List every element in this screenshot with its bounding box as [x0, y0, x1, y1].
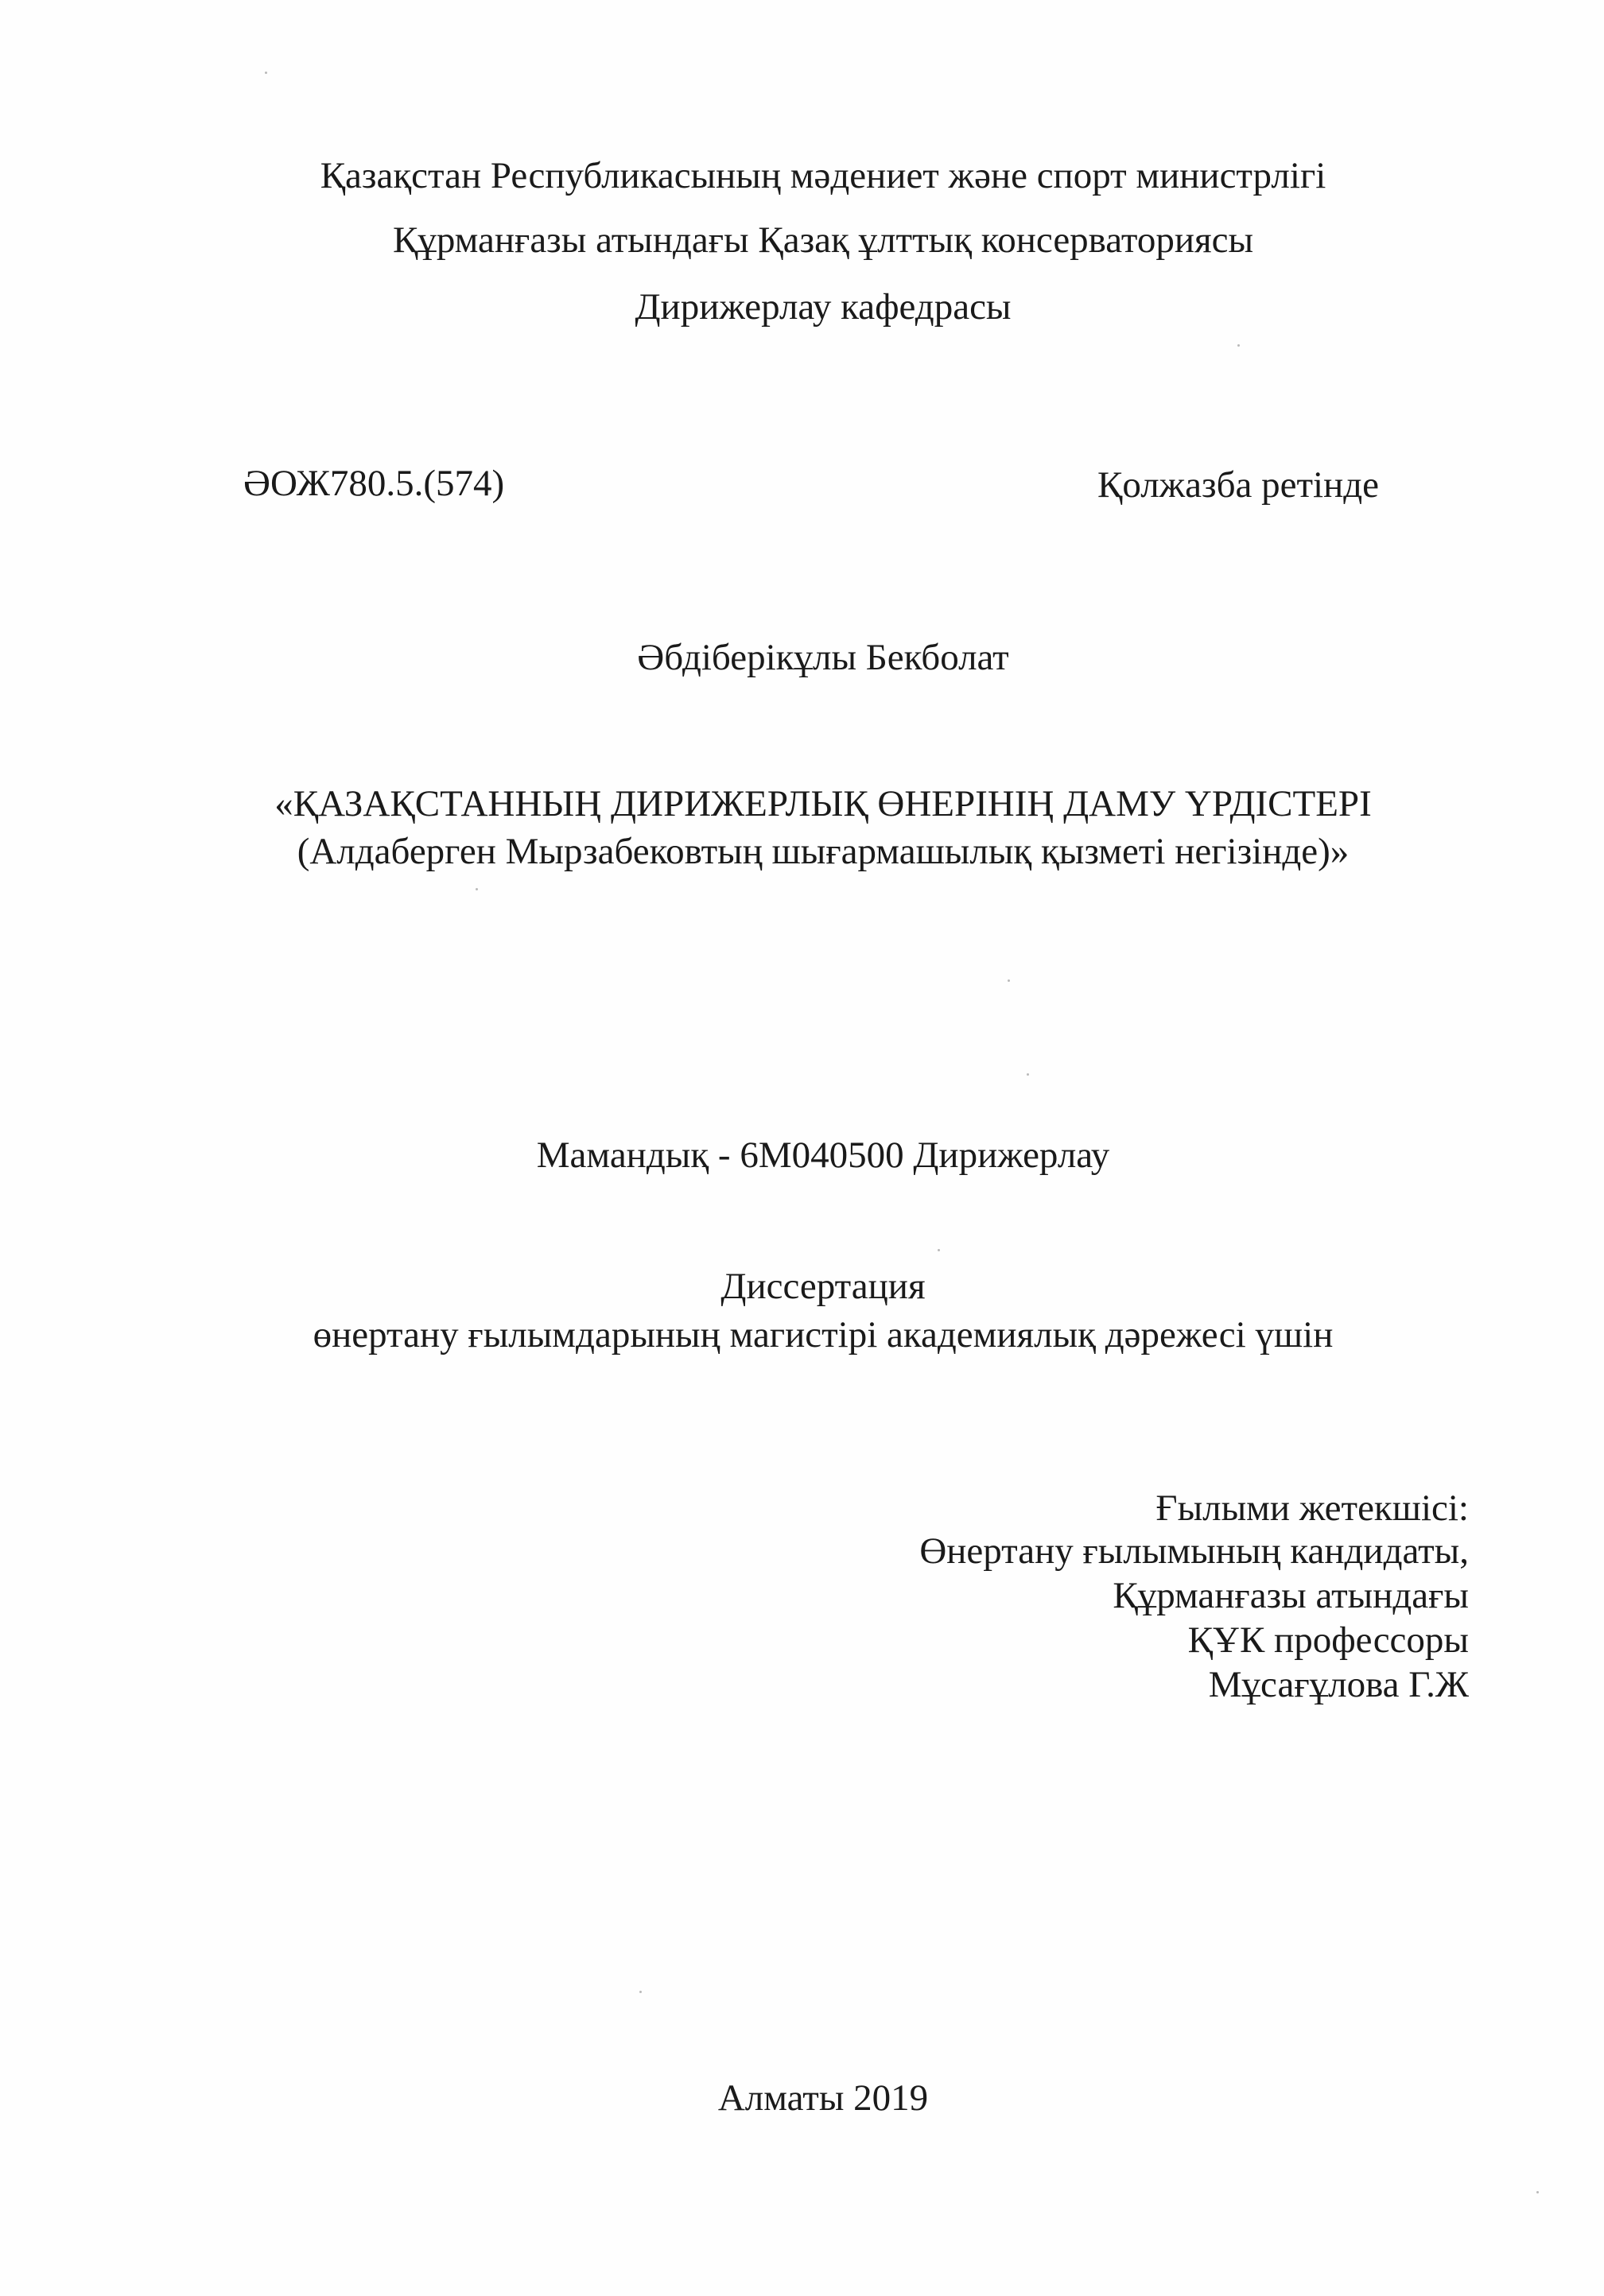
supervisor-name: Мұсағұлова Г.Ж — [1208, 1664, 1469, 1705]
ministry-heading: Қазақстан Республикасының мәдениет және спорт министрлігі — [320, 155, 1326, 196]
author-name: Әбдіберікұлы Бекболат — [637, 637, 1009, 678]
scan-speck — [1027, 1073, 1029, 1076]
specialty: Мамандық - 6М040500 Дирижерлау — [536, 1134, 1110, 1176]
scan-speck — [938, 1249, 940, 1251]
city-year: Алматы 2019 — [717, 2077, 929, 2119]
udc-code: ӘОЖ780.5.(574) — [243, 463, 505, 504]
scan-speck — [1237, 344, 1240, 347]
supervisor-degree: Өнертану ғылымының кандидаты, — [919, 1530, 1469, 1572]
supervisor-institution: Құрманғазы атындағы — [1113, 1575, 1469, 1616]
degree-description: өнертану ғылымдарының магистірі академиялық дәрежесі үшін — [313, 1314, 1334, 1355]
scan-speck — [639, 1991, 642, 1993]
supervisor-position: ҚҰК профессоры — [1187, 1619, 1469, 1661]
supervisor-label: Ғылыми жетекшісі: — [1155, 1487, 1469, 1529]
conservatory-heading: Құрманғазы атындағы Қазақ ұлттық консерваториясы — [392, 219, 1254, 261]
scan-speck — [1008, 979, 1010, 982]
thesis-title: «ҚАЗАҚСТАННЫҢ ДИРИЖЕРЛЫҚ ӨНЕРІНІҢ ДАМУ ҮРДІСТЕРІ — [274, 783, 1372, 824]
department-heading: Дирижерлау кафедрасы — [635, 286, 1012, 328]
thesis-subtitle: (Алдаберген Мырзабековтың шығармашылық қызметі негізінде)» — [297, 831, 1350, 872]
scan-speck — [265, 72, 267, 74]
scan-speck — [1536, 2191, 1539, 2193]
degree-type: Диссертация — [720, 1266, 926, 1307]
manuscript-note: Қолжазба ретінде — [1097, 464, 1379, 506]
scan-speck — [476, 888, 478, 890]
